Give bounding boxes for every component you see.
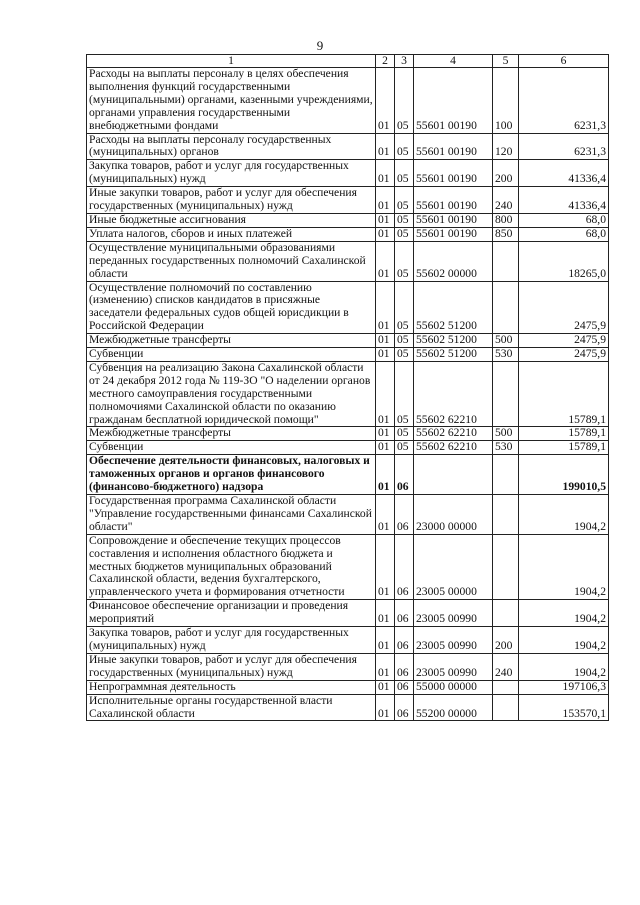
row-section-cell: 01 — [376, 495, 395, 535]
row-expense-type-cell: 500 — [493, 334, 519, 348]
row-target-article-cell: 55602 00000 — [414, 241, 493, 281]
row-sum-cell: 68,0 — [519, 213, 609, 227]
column-header-5: 5 — [493, 55, 519, 68]
row-target-article-cell — [414, 455, 493, 495]
row-section-cell: 01 — [376, 281, 395, 334]
row-subsection-cell: 06 — [395, 694, 414, 721]
row-subsection-cell: 05 — [395, 348, 414, 362]
row-name-cell: Закупка товаров, работ и услуг для государственных (муниципальных) нужд — [87, 160, 376, 187]
table-row — [87, 187, 609, 214]
row-target-article-cell: 23005 00990 — [414, 653, 493, 680]
row-name-cell: Закупка товаров, работ и услуг для государственных (муниципальных) нужд — [87, 627, 376, 654]
row-expense-type-cell: 240 — [493, 187, 519, 214]
row-sum-cell: 1904,2 — [519, 495, 609, 535]
row-target-article-cell: 55602 62210 — [414, 361, 493, 427]
row-name-cell: Расходы на выплаты персоналу в целях обеспечения выполнения функций государственными (муниципальными) органами, казенными учреждениями, органами управления государственными внебюджетными фондами — [87, 68, 376, 134]
row-name-cell: Иные закупки товаров, работ и услуг для обеспечения государственных (муниципальных) нужд — [87, 653, 376, 680]
row-sum-cell: 15789,1 — [519, 361, 609, 427]
row-target-article-cell: 55601 00190 — [414, 213, 493, 227]
row-sum-cell: 41336,4 — [519, 187, 609, 214]
row-sum-cell: 1904,2 — [519, 600, 609, 627]
row-section-cell: 01 — [376, 627, 395, 654]
row-section-cell: 01 — [376, 187, 395, 214]
row-sum-cell: 2475,9 — [519, 281, 609, 334]
row-sum-cell: 41336,4 — [519, 160, 609, 187]
row-name-cell: Расходы на выплаты персоналу государственных (муниципальных) органов — [87, 133, 376, 160]
row-sum-cell: 153570,1 — [519, 694, 609, 721]
row-section-cell: 01 — [376, 213, 395, 227]
row-expense-type-cell — [493, 361, 519, 427]
row-target-article-cell: 55000 00000 — [414, 680, 493, 694]
row-subsection-cell: 05 — [395, 68, 414, 134]
column-header-3: 3 — [395, 55, 414, 68]
row-name-cell: Осуществление полномочий по составлению (изменению) списков кандидатов в присяжные заседатели федеральных судов общей юрисдикции в Российской Федерации — [87, 281, 376, 334]
table-row — [87, 694, 609, 721]
row-section-cell: 01 — [376, 694, 395, 721]
row-target-article-cell: 55601 00190 — [414, 68, 493, 134]
row-sum-cell: 197106,3 — [519, 680, 609, 694]
row-section-cell: 01 — [376, 455, 395, 495]
row-subsection-cell: 05 — [395, 441, 414, 455]
row-sum-cell: 199010,5 — [519, 455, 609, 495]
table-row — [87, 334, 609, 348]
table-row — [87, 281, 609, 334]
row-sum-cell: 6231,3 — [519, 68, 609, 134]
row-target-article-cell: 55602 51200 — [414, 334, 493, 348]
table-row — [87, 627, 609, 654]
row-target-article-cell: 23005 00000 — [414, 534, 493, 600]
column-header-1: 1 — [87, 55, 376, 68]
row-subsection-cell: 06 — [395, 627, 414, 654]
table-row — [87, 68, 609, 134]
row-section-cell: 01 — [376, 241, 395, 281]
row-name-cell: Иные закупки товаров, работ и услуг для обеспечения государственных (муниципальных) нужд — [87, 187, 376, 214]
row-sum-cell: 6231,3 — [519, 133, 609, 160]
row-expense-type-cell: 500 — [493, 427, 519, 441]
column-header-2: 2 — [376, 55, 395, 68]
table-row — [87, 427, 609, 441]
row-target-article-cell: 23005 00990 — [414, 627, 493, 654]
row-section-cell: 01 — [376, 600, 395, 627]
row-sum-cell: 18265,0 — [519, 241, 609, 281]
row-expense-type-cell: 850 — [493, 227, 519, 241]
row-expense-type-cell — [493, 455, 519, 495]
table-row — [87, 653, 609, 680]
row-subsection-cell: 05 — [395, 361, 414, 427]
row-subsection-cell: 05 — [395, 160, 414, 187]
row-subsection-cell: 05 — [395, 427, 414, 441]
row-target-article-cell: 55601 00190 — [414, 160, 493, 187]
page-number: 9 — [316, 38, 324, 53]
row-section-cell: 01 — [376, 427, 395, 441]
row-section-cell: 01 — [376, 160, 395, 187]
row-expense-type-cell: 530 — [493, 441, 519, 455]
table-row — [87, 441, 609, 455]
row-target-article-cell: 55601 00190 — [414, 227, 493, 241]
row-expense-type-cell — [493, 281, 519, 334]
row-subsection-cell: 06 — [395, 495, 414, 535]
row-section-cell: 01 — [376, 680, 395, 694]
row-subsection-cell: 05 — [395, 213, 414, 227]
row-section-cell: 01 — [376, 653, 395, 680]
table-row — [87, 495, 609, 535]
row-name-cell: Сопровождение и обеспечение текущих процессов составления и исполнения областного бюджета и местных бюджетов муниципальных образований Сахалинской области, ведения бухгалтерского, управленческого учета и формирования отчетности — [87, 534, 376, 600]
row-expense-type-cell — [493, 600, 519, 627]
row-sum-cell: 15789,1 — [519, 441, 609, 455]
row-name-cell: Иные бюджетные ассигнования — [87, 213, 376, 227]
row-section-cell: 01 — [376, 348, 395, 362]
row-subsection-cell: 06 — [395, 680, 414, 694]
row-target-article-cell: 55601 00190 — [414, 187, 493, 214]
row-expense-type-cell — [493, 495, 519, 535]
row-sum-cell: 1904,2 — [519, 653, 609, 680]
row-sum-cell: 2475,9 — [519, 334, 609, 348]
row-name-cell: Государственная программа Сахалинской области "Управление государственными финансами Сахалинской области" — [87, 495, 376, 535]
table-row — [87, 213, 609, 227]
row-target-article-cell: 23000 00000 — [414, 495, 493, 535]
row-name-cell: Субвенции — [87, 441, 376, 455]
row-name-cell: Финансовое обеспечение организации и проведения мероприятий — [87, 600, 376, 627]
table-row — [87, 534, 609, 600]
table-row — [87, 361, 609, 427]
table-row — [87, 241, 609, 281]
row-name-cell: Субвенция на реализацию Закона Сахалинской области от 24 декабря 2012 года № 119-ЗО "О наделении органов местного самоуправления государственными полномочиями Сахалинской области по оказанию гражданам бесплатной юридической помощи" — [87, 361, 376, 427]
row-section-cell: 01 — [376, 334, 395, 348]
row-expense-type-cell: 530 — [493, 348, 519, 362]
row-target-article-cell: 55602 62210 — [414, 441, 493, 455]
row-expense-type-cell: 800 — [493, 213, 519, 227]
row-target-article-cell: 55601 00190 — [414, 133, 493, 160]
table-body — [87, 68, 609, 721]
row-target-article-cell: 55200 00000 — [414, 694, 493, 721]
row-subsection-cell: 06 — [395, 455, 414, 495]
row-expense-type-cell: 240 — [493, 653, 519, 680]
row-subsection-cell: 06 — [395, 653, 414, 680]
row-expense-type-cell — [493, 680, 519, 694]
row-sum-cell: 1904,2 — [519, 627, 609, 654]
row-name-cell: Межбюджетные трансферты — [87, 427, 376, 441]
table-header-row — [87, 55, 609, 68]
row-expense-type-cell: 120 — [493, 133, 519, 160]
row-expense-type-cell: 100 — [493, 68, 519, 134]
row-name-cell: Межбюджетные трансферты — [87, 334, 376, 348]
row-expense-type-cell: 200 — [493, 627, 519, 654]
row-subsection-cell: 05 — [395, 281, 414, 334]
row-target-article-cell: 55602 51200 — [414, 348, 493, 362]
row-name-cell: Непрограммная деятельность — [87, 680, 376, 694]
table-row — [87, 348, 609, 362]
row-subsection-cell: 05 — [395, 227, 414, 241]
table-row — [87, 680, 609, 694]
row-expense-type-cell — [493, 694, 519, 721]
table-row — [87, 160, 609, 187]
table-row — [87, 133, 609, 160]
row-section-cell: 01 — [376, 68, 395, 134]
row-name-cell: Уплата налогов, сборов и иных платежей — [87, 227, 376, 241]
row-target-article-cell: 55602 62210 — [414, 427, 493, 441]
row-sum-cell: 1904,2 — [519, 534, 609, 600]
budget-table — [86, 54, 609, 721]
row-name-cell: Исполнительные органы государственной власти Сахалинской области — [87, 694, 376, 721]
row-section-cell: 01 — [376, 534, 395, 600]
row-name-cell: Осуществление муниципальными образованиями переданных государственных полномочий Сахалинской области — [87, 241, 376, 281]
row-section-cell: 01 — [376, 133, 395, 160]
row-section-cell: 01 — [376, 441, 395, 455]
table-row — [87, 227, 609, 241]
row-sum-cell: 68,0 — [519, 227, 609, 241]
row-subsection-cell: 06 — [395, 534, 414, 600]
column-header-6: 6 — [519, 55, 609, 68]
row-target-article-cell: 55602 51200 — [414, 281, 493, 334]
row-subsection-cell: 05 — [395, 241, 414, 281]
row-expense-type-cell — [493, 241, 519, 281]
row-sum-cell: 15789,1 — [519, 427, 609, 441]
row-name-cell: Обеспечение деятельности финансовых, налоговых и таможенных органов и органов финансового (финансово-бюджетного) надзора — [87, 455, 376, 495]
table-row — [87, 455, 609, 495]
column-header-4: 4 — [414, 55, 493, 68]
row-section-cell: 01 — [376, 227, 395, 241]
row-target-article-cell: 23005 00990 — [414, 600, 493, 627]
row-expense-type-cell: 200 — [493, 160, 519, 187]
row-sum-cell: 2475,9 — [519, 348, 609, 362]
row-subsection-cell: 06 — [395, 600, 414, 627]
row-subsection-cell: 05 — [395, 133, 414, 160]
row-subsection-cell: 05 — [395, 334, 414, 348]
table-row — [87, 600, 609, 627]
row-subsection-cell: 05 — [395, 187, 414, 214]
row-expense-type-cell — [493, 534, 519, 600]
row-section-cell: 01 — [376, 361, 395, 427]
row-name-cell: Субвенции — [87, 348, 376, 362]
